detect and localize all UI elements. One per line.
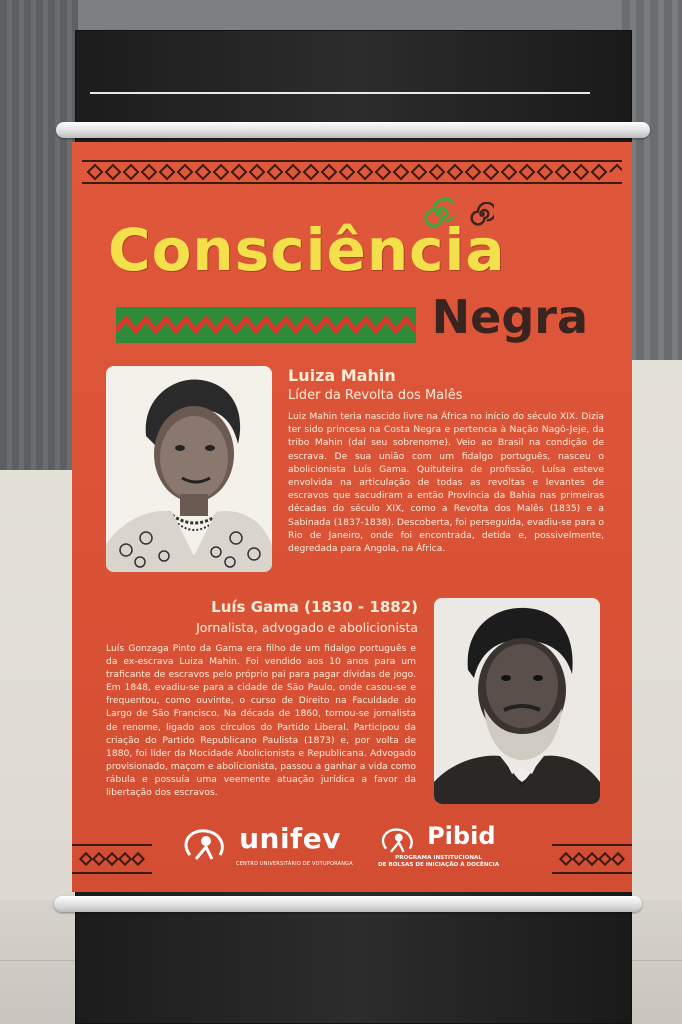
unifev-wordmark: unifev — [239, 822, 341, 855]
luis-gama-portrait — [434, 598, 600, 804]
curtain-left — [0, 0, 78, 470]
unifev-tagline: CENTRO UNIVERSITÁRIO DE VOTUPORANGA — [236, 860, 353, 867]
person2-role: Jornalista, advogado e abolicionista — [196, 620, 418, 635]
pibid-tagline-1: PROGRAMA INSTITUCIONAL — [395, 854, 482, 861]
person2-name: Luís Gama (1830 - 1882) — [211, 598, 418, 616]
decorative-zigzag-band — [116, 307, 416, 343]
bottom-rod — [54, 896, 642, 912]
person1-bio: Luiz Mahin teria nascido livre na África no início do século XIX. Dizia ter sido princesa na Costa Negra e pertencia à Nação Nagô-Jeje, da tribo Mahin (daí seu sobrenome). Veio ao Brasil na condição de escrava. De sua união com um fidalgo português, nasceu o abolicionista Luís Gama. Quituteira de profissão, Luísa esteve envolvida na articulação de todas as revoltas e levantes de escravos que sacudiram a então Província da Bahia nas primeiras décadas do século XIX, como a Revolta dos Malês (1835) e a Sabinada (1837-1838). Descoberta, foi perseguida, evadiu-se para o Rio de Janeiro, onde foi encontrada, detida e, possivelmente, degredada para Angola, na África. — [288, 411, 604, 555]
top-rod — [56, 122, 650, 138]
unifev-logo — [180, 822, 353, 867]
top-border-pattern — [72, 160, 632, 184]
pibid-mark-icon — [378, 825, 418, 855]
pibid-tagline-2: DE BOLSAS DE INICIAÇÃO À DOCÊNCIA — [378, 861, 500, 868]
bottom-right-pattern — [552, 844, 632, 874]
luiza-mahin-portrait — [106, 366, 272, 572]
pibid-logo — [378, 822, 499, 869]
footer-logos — [72, 822, 632, 882]
person1-role: Líder da Revolta dos Malês — [288, 388, 463, 403]
pibid-wordmark: Pibid — [427, 822, 496, 850]
poster-banner — [72, 142, 632, 892]
bottom-left-pattern — [72, 844, 152, 874]
poster-title: Consciência — [108, 216, 506, 284]
person2-bio: Luís Gonzaga Pinto da Gama era filho de um fidalgo português e da ex-escrava Luiza Mahin. Foi vendido aos 10 anos para um traficante de escravos pelo próprio pai para pagar dívidas de jogo. Em 1848, evadiu-se para a cidade de São Paulo, onde casou-se e frequentou, como ouvinte, o curso de Direito na Faculdade do Largo de São Francisco. Na década de 1860, tornou-se jornalista de renome, ligado aos círculos do Partido Liberal. Participou da criação do Partido Republicano Paulista (1873) e, por volta de 1880, foi líder da Mocidade Abolicionista e Republicana. Advogado provisionado, maçom e abolicionista, passou a ganhar a vida como rábula e possuía uma veemente atuação jurídica a favor da libertação dos escravos. — [106, 643, 416, 799]
person1-name: Luiza Mahin — [288, 366, 396, 385]
poster-subtitle: Negra — [431, 290, 588, 344]
unifev-mark-icon — [180, 825, 230, 863]
